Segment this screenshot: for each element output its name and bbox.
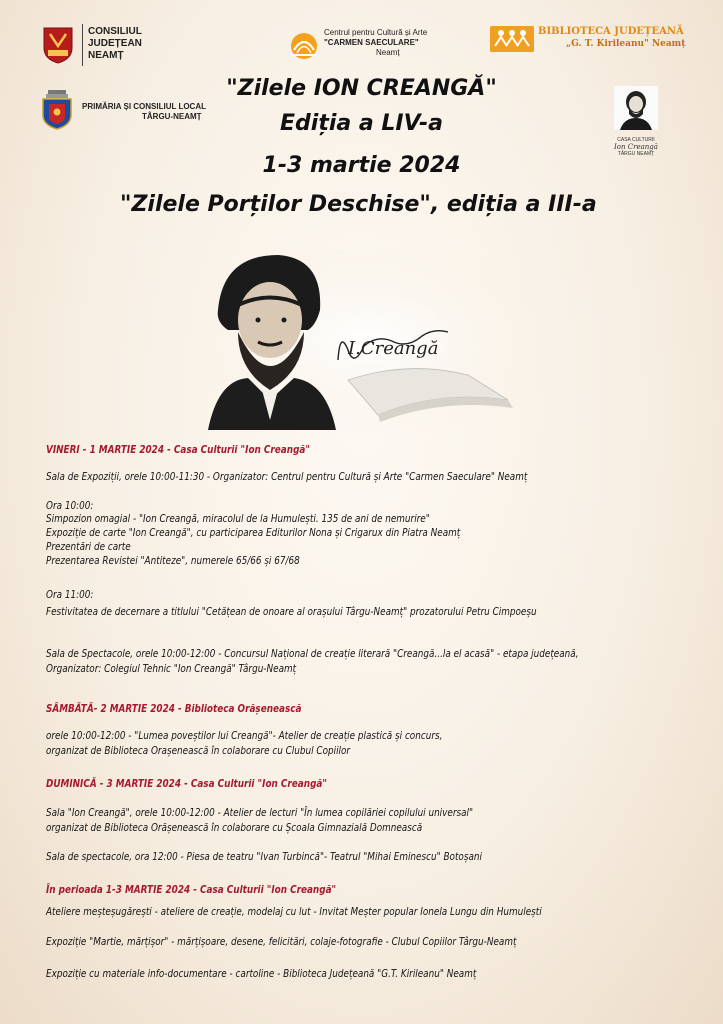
vineri-header: VINERI - 1 MARTIE 2024 - Casa Culturii "Ion Creangă" <box>46 444 311 456</box>
biblioteca-judeteana-logo <box>490 26 690 54</box>
duminica-header: DUMINICĂ - 3 MARTIE 2024 - Casa Culturii "Ion Creangă" <box>46 778 328 790</box>
ora10-line-4: Prezentarea Revistei "Antiteze", numerele 65/66 și 67/68 <box>46 555 300 567</box>
edition-text: Ediția a LIV-a <box>280 111 443 136</box>
cc-line-2: Ion Creangă <box>614 143 658 151</box>
perioada-expo-1: Expoziție "Martie, mărțișor" - mărțișoare, desene, felicitări, colaje-fotografie - Clubul Copiilor Târgu-Neamț <box>46 936 517 948</box>
duminica-line-1: Sala "Ion Creangă", orele 10:00-12:00 - Atelier de lecturi "În lumea copilăriei copilului universal" <box>46 807 474 819</box>
ora10-line-1: Simpozion omagial - "Ion Creangă, miracolul de la Humulești. 135 de ani de nemurire" <box>46 513 430 525</box>
signature-text: I.Creangă <box>348 338 439 359</box>
ccas-line-2: "CARMEN SAECULARE" <box>324 38 419 47</box>
subtitle-text: "Zilele Porților Deschise", ediția a III-a <box>120 192 597 217</box>
prim-line-2: TÂRGU-NEAMȚ <box>142 112 202 121</box>
ora11-line: Festivitatea de decernare a titlului "Cetățean de onoare al orașului Târgu-Neamț" prozatorului Petru Cimpoeșu <box>46 606 537 618</box>
perioada-expo-2: Expoziție cu materiale info-documentare - cartoline - Biblioteca Județeană "G.T. Kirileanu" Neamț <box>46 968 477 980</box>
perioada-ateliere: Ateliere meșteșugărești - ateliere de creație, modelaj cu lut - Invitat Meșter popular Ionela Lungu din Humulești <box>46 906 542 918</box>
sambata-header: SÂMBĂTĂ- 2 MARTIE 2024 - Biblioteca Orășenească <box>46 703 302 715</box>
bib-line-1: BIBLIOTECA JUDEȚEANĂ <box>538 26 684 37</box>
spectacole-line-2: Organizator: Colegiul Tehnic "Ion Creangă" Târgu-Neamț <box>46 663 297 675</box>
county-crest-icon <box>42 26 74 64</box>
cj-line-2: JUDEȚEAN <box>88 38 142 49</box>
cj-line-1: CONSILIUL <box>88 26 142 37</box>
carmen-saeculare-logo <box>288 24 468 64</box>
bib-line-2: „G. T. Kirileanu" Neamț <box>566 39 686 49</box>
sambata-line-2: organizat de Biblioteca Orașenească în colaborare cu Clubul Copiilor <box>46 745 351 757</box>
cj-line-3: NEAMȚ <box>88 50 124 61</box>
ccas-line-3: Neamț <box>376 48 400 57</box>
readers-icon <box>490 26 534 52</box>
sambata-line-1: orele 10:00-12:00 - "Lumea poveștilor lui Creangă"- Atelier de creație plastică și concurs, <box>46 730 443 742</box>
cc-line-3: TÂRGU NEAMȚ <box>617 151 655 157</box>
consiliul-judetean-logo <box>42 24 182 68</box>
ora11-label: Ora 11:00: <box>46 589 94 601</box>
sun-icon <box>288 28 320 60</box>
ora10-line-3: Prezentări de carte <box>46 541 131 553</box>
ccas-line-1: Centrul pentru Cultură și Arte <box>324 28 428 37</box>
ora10-label: Ora 10:00: <box>46 500 94 512</box>
vineri-expo-line: Sala de Expoziții, orele 10:00-11:30 - Organizator: Centrul pentru Cultură și Arte "Carmen Saeculare" Neamț <box>46 471 528 483</box>
perioada-header: În perioada 1-3 MARTIE 2024 - Casa Culturii "Ion Creangă" <box>46 884 337 896</box>
duminica-teatru: Sala de spectacole, ora 12:00 - Piesa de teatru "Ivan Turbincă"- Teatrul "Mihai Eminescu" Botoșani <box>46 851 482 863</box>
ion-creanga-portrait <box>208 250 528 430</box>
spectacole-line-1: Sala de Spectacole, orele 10:00-12:00 - Concursul Național de creație literară "Creangă...la el acasă" - etapa județeană, <box>46 648 579 660</box>
ora10-line-2: Expoziție de carte "Ion Creangă", cu participarea Editurilor Nona și Crigarux din Piatra Neamț <box>46 527 461 539</box>
cc-line-1: CASA CULTURII <box>617 137 655 143</box>
duminica-line-2: organizat de Biblioteca Orășenească în colaborare cu Școala Gimnazială Domnească <box>46 822 423 834</box>
dates-text: 1-3 martie 2024 <box>262 153 461 178</box>
prim-line-1: PRIMĂRIA ȘI CONSILIUL LOCAL <box>82 102 206 111</box>
page-title: "Zilele ION CREANGĂ" <box>226 76 497 101</box>
